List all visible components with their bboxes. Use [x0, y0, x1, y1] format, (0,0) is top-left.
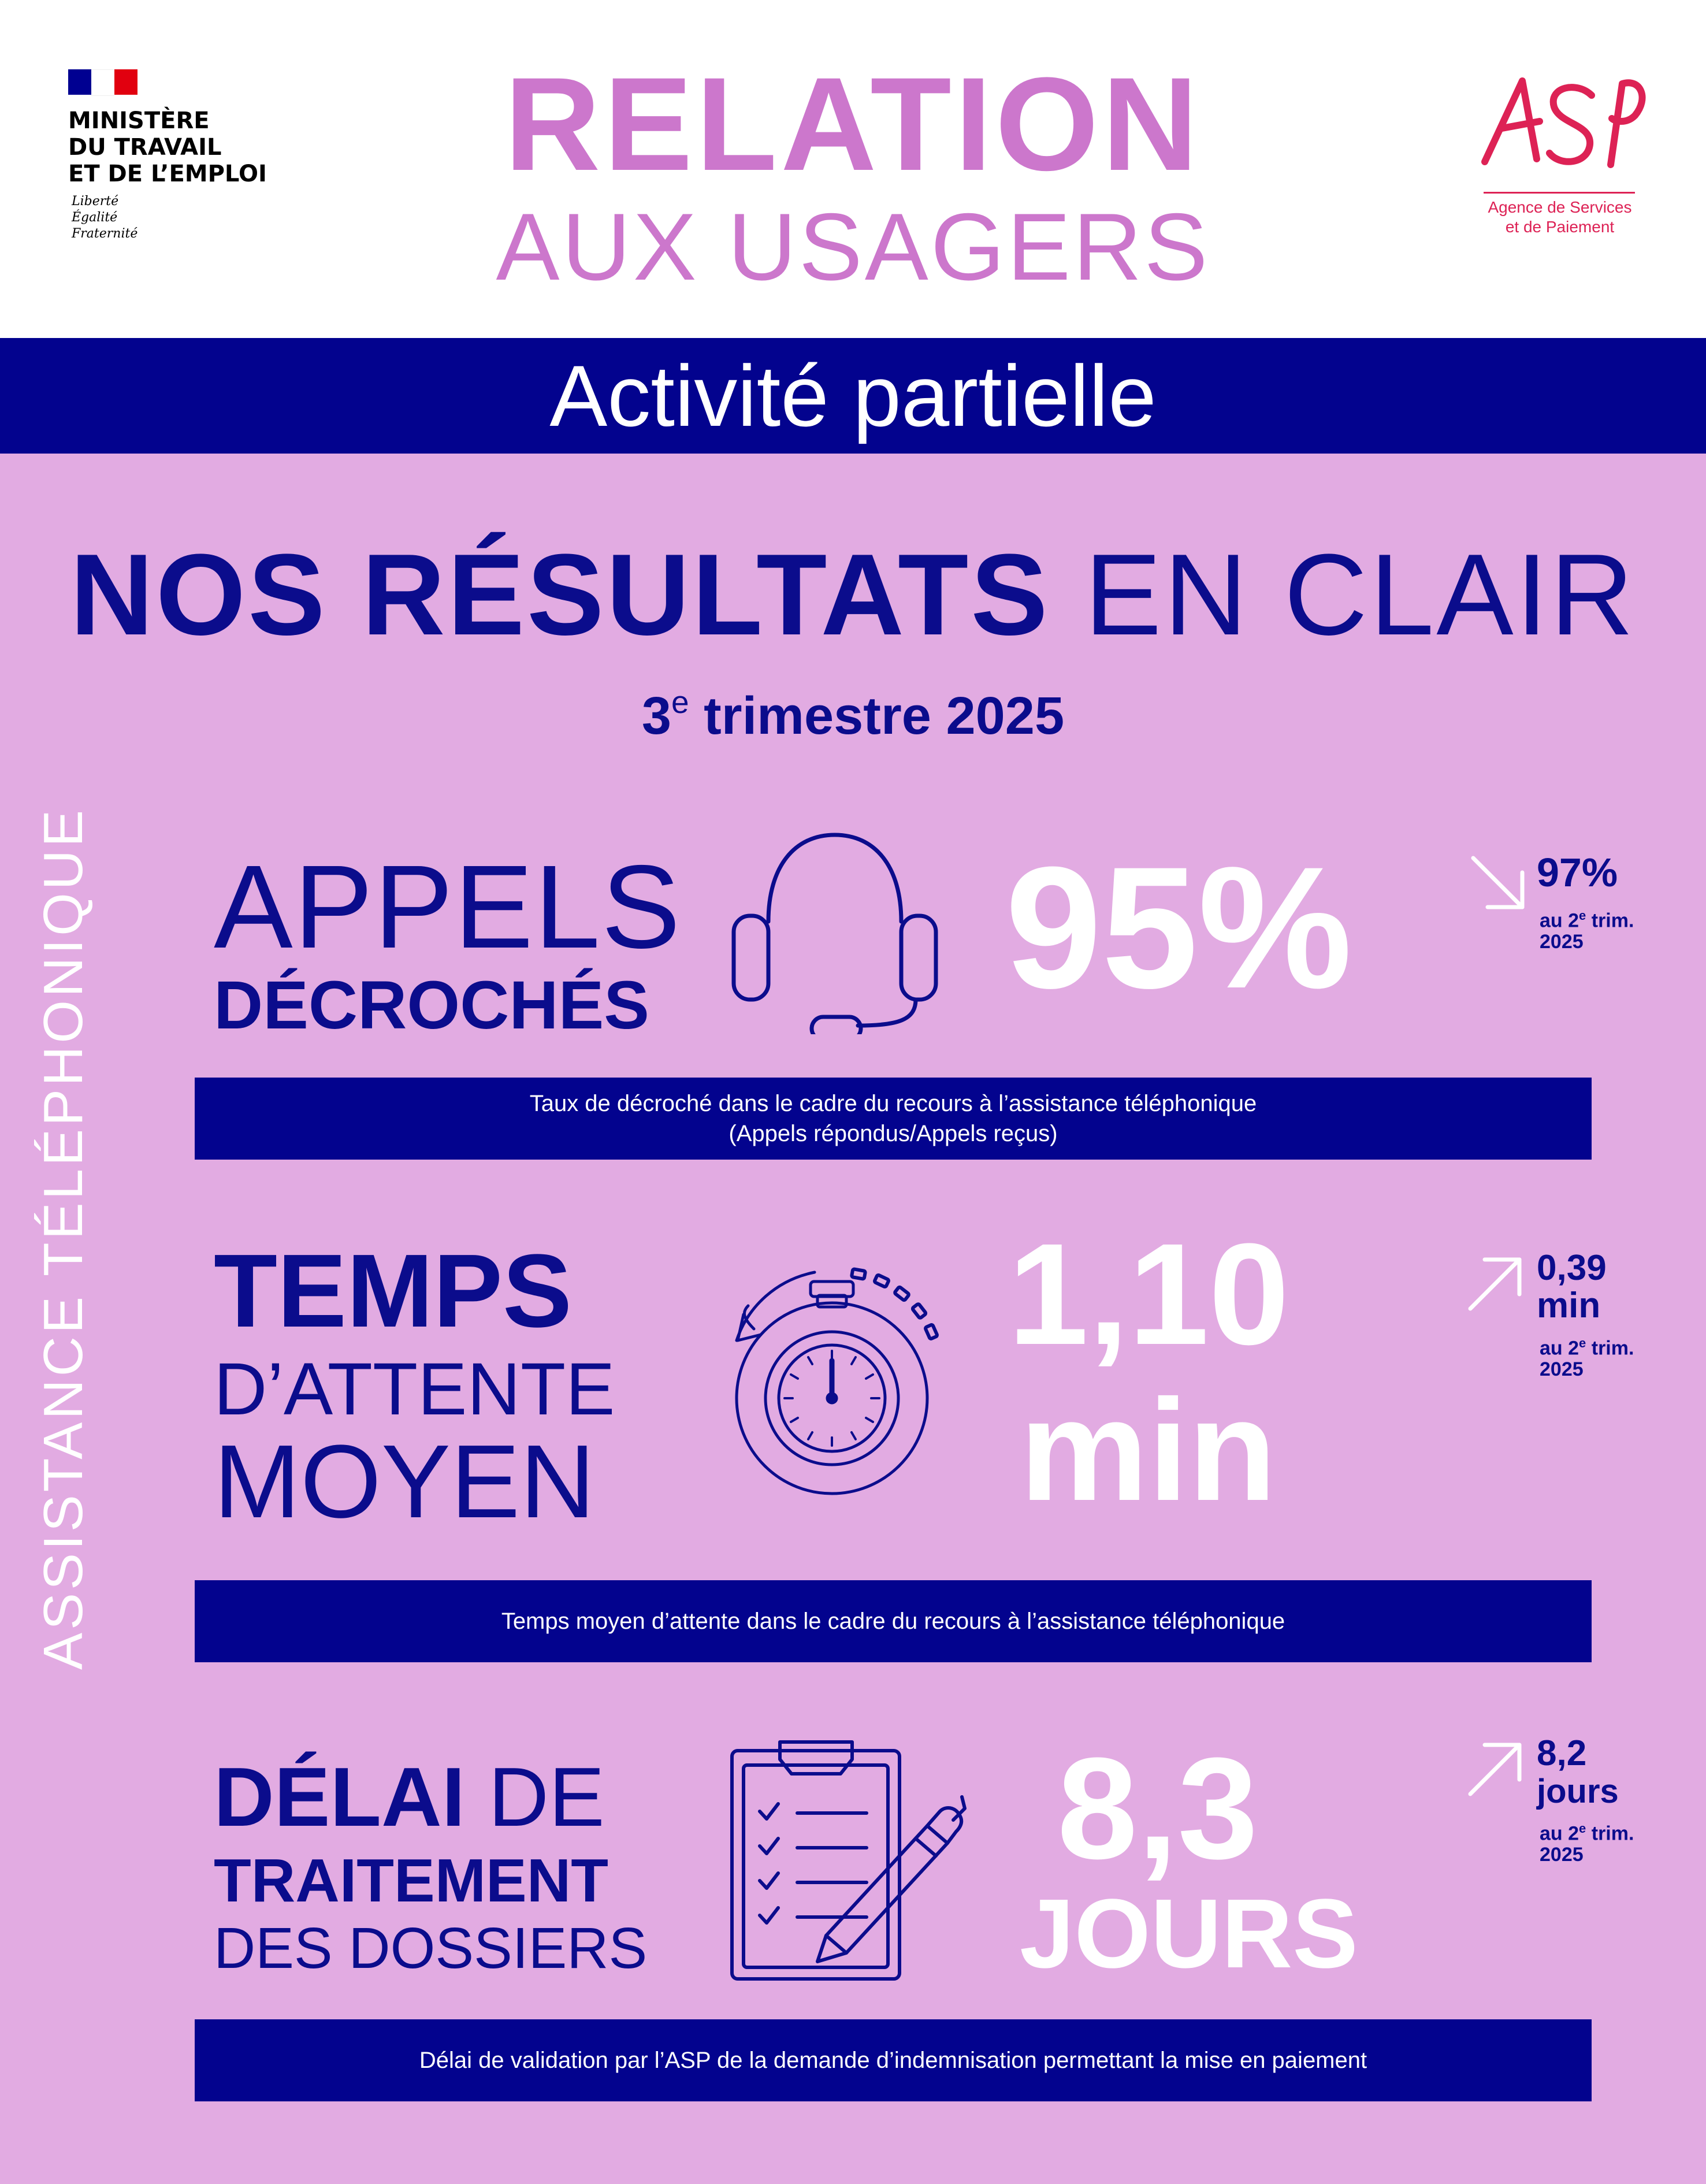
- wait-previous-year: 2025: [1540, 1358, 1584, 1380]
- stopwatch-icon: [708, 1260, 962, 1514]
- delay-description: Délai de validation par l’ASP de la demande d’indemnisation permettant la mise en paiement: [195, 2019, 1592, 2101]
- delay-unit: JOURS: [1020, 1879, 1358, 1989]
- results-title: [0, 530, 1706, 659]
- delay-previous-note-sup: e: [1579, 1821, 1586, 1836]
- wait-previous-value: 0,39: [1537, 1248, 1607, 1288]
- calls-previous-value: 97%: [1537, 850, 1618, 895]
- wait-previous-unit: min: [1537, 1286, 1601, 1325]
- trend-down-arrow-icon: [1467, 852, 1531, 916]
- calls-previous-note: [1540, 904, 1634, 932]
- calls-value: 95%: [1005, 830, 1352, 1024]
- wait-unit: min: [1020, 1369, 1277, 1531]
- calls-previous-note-rest: trim.: [1591, 909, 1634, 932]
- wait-value: 1,10: [1008, 1213, 1289, 1375]
- calls-description-line1: Taux de décroché dans le cadre du recours à l’assistance téléphonique: [529, 1091, 1257, 1116]
- delay-label-line2: TRAITEMENT: [214, 1847, 609, 1915]
- delay-previous-year: 2025: [1540, 1844, 1584, 1866]
- delay-previous-note: [1540, 1817, 1634, 1845]
- period-suffix: e: [671, 684, 689, 720]
- calls-previous-note-sup: e: [1579, 908, 1586, 923]
- asp-logo-mark-icon: [1467, 64, 1652, 185]
- period-number: 3: [641, 686, 672, 745]
- wait-label-line1: TEMPS: [214, 1233, 573, 1349]
- wait-description: Temps moyen d’attente dans le cadre du recours à l’assistance téléphonique: [195, 1580, 1592, 1662]
- wait-label-line2: D’ATTENTE: [214, 1348, 615, 1431]
- calls-previous-note-main: au 2: [1540, 909, 1579, 932]
- delay-previous-note-rest: trim.: [1591, 1822, 1634, 1845]
- ministry-motto: Liberté Égalité Fraternité: [72, 194, 138, 241]
- calls-label-line2: DÉCROCHÉS: [214, 967, 649, 1043]
- delay-previous-value: 8,2: [1537, 1733, 1587, 1773]
- wait-previous-note-rest: trim.: [1591, 1337, 1634, 1360]
- period-label: [0, 670, 1706, 748]
- asp-logo: [1467, 64, 1652, 243]
- wait-previous-note-main: au 2: [1540, 1337, 1579, 1360]
- trend-up-arrow-icon: [1465, 1736, 1528, 1800]
- wait-label-line3: MOYEN: [214, 1424, 596, 1540]
- calls-description: [195, 1078, 1592, 1160]
- delay-label-line1: [214, 1751, 605, 1843]
- delay-label-line3: DES DOSSIERS: [214, 1916, 648, 1981]
- trend-up-arrow-icon: [1465, 1251, 1528, 1314]
- delay-previous-note-main: au 2: [1540, 1822, 1579, 1845]
- delay-label-light: DE: [488, 1750, 605, 1844]
- page-subtitle: AUX USAGERS: [496, 194, 1210, 300]
- page-title: RELATION: [504, 50, 1202, 198]
- section-label: ASSISTANCE TÉLÉPHONIQUE: [32, 807, 94, 1670]
- calls-label-line1: APPELS: [214, 841, 682, 973]
- calls-previous-year: 2025: [1540, 931, 1584, 953]
- ministry-name: MINISTÈRE DU TRAVAIL ET DE L’EMPLOI: [68, 107, 267, 187]
- delay-previous-unit: jours: [1537, 1773, 1619, 1810]
- calls-description-line2: (Appels répondus/Appels reçus): [729, 1121, 1058, 1146]
- headset-icon: [725, 826, 945, 1034]
- asp-divider: [1484, 192, 1635, 194]
- clipboard-checklist-icon: [725, 1733, 973, 1988]
- delay-value: 8,3: [1057, 1728, 1258, 1889]
- category-label: Activité partielle: [549, 347, 1157, 444]
- wait-previous-note: [1540, 1332, 1634, 1360]
- asp-name: Agence de Services et de Paiement: [1488, 198, 1632, 236]
- wait-previous-note-sup: e: [1579, 1336, 1586, 1350]
- results-title-strong: NOS RÉSULTATS: [70, 530, 1050, 659]
- period-rest: trimestre 2025: [704, 686, 1065, 745]
- delay-label-strong: DÉLAI: [214, 1750, 465, 1844]
- results-title-light: EN CLAIR: [1084, 530, 1636, 659]
